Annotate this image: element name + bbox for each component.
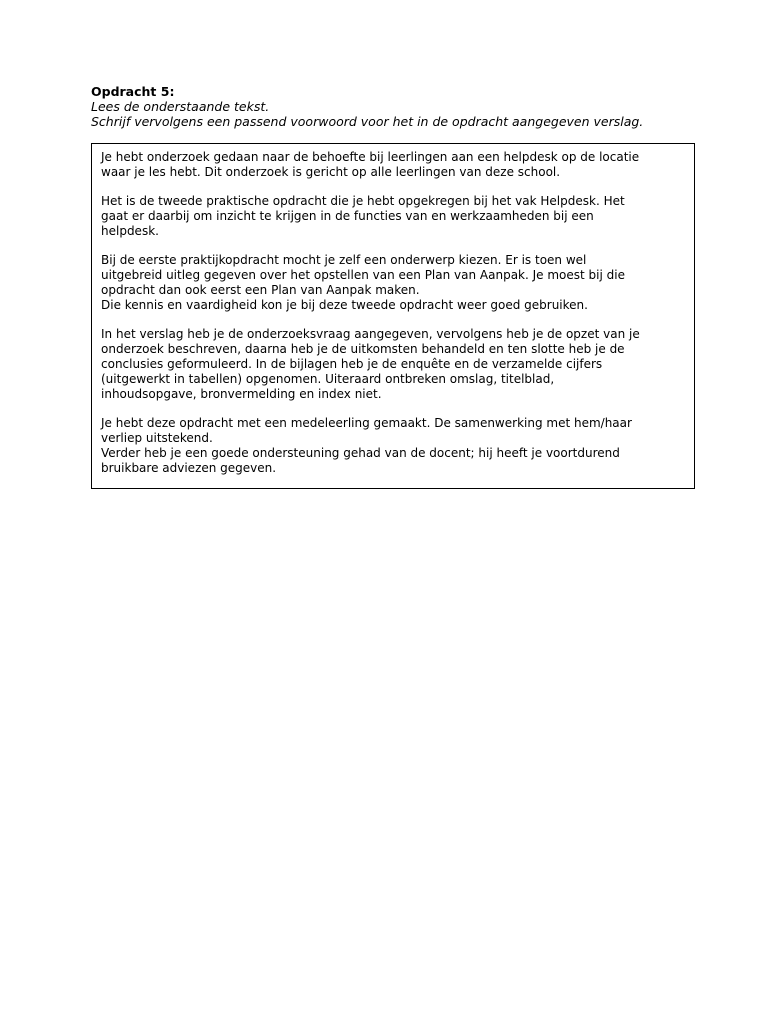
- text-line: Het is de tweede praktische opdracht die je hebt opgekregen bij het vak Helpdesk. Het: [101, 194, 625, 208]
- text-line: gaat er daarbij om inzicht te krijgen in de functies van en werkzaamheden bij een: [101, 209, 594, 223]
- paragraph-4: [101, 327, 685, 402]
- text-line: Je hebt onderzoek gedaan naar de behoefte bij leerlingen aan een helpdesk op de locatie: [101, 150, 640, 164]
- text-line: Verder heb je een goede ondersteuning gehad van de docent; hij heeft je voortdurend: [101, 446, 620, 460]
- text-line: verliep uitstekend.: [101, 431, 213, 445]
- text-line: conclusies geformuleerd. In de bijlagen heb je de enquête en de verzamelde cijfers: [101, 357, 603, 371]
- paragraph-2: [101, 194, 685, 239]
- paragraph-3: [101, 253, 685, 313]
- text-line: opdracht dan ook eerst een Plan van Aanpak maken.: [101, 283, 420, 297]
- text-line: Die kennis en vaardigheid kon je bij deze tweede opdracht weer goed gebruiken.: [101, 298, 588, 312]
- instruction-read: Lees de onderstaande tekst.: [91, 99, 270, 114]
- text-line: uitgebreid uitleg gegeven over het opstellen van een Plan van Aanpak. Je moest bij die: [101, 268, 625, 282]
- text-line: bruikbare adviezen gegeven.: [101, 461, 277, 475]
- instruction-write: Schrijf vervolgens een passend voorwoord voor het in de opdracht aangegeven verslag.: [91, 114, 644, 129]
- text-line: helpdesk.: [101, 224, 159, 238]
- text-line: Bij de eerste praktijkopdracht mocht je zelf een onderwerp kiezen. Er is toen wel: [101, 253, 587, 267]
- text-line: Je hebt deze opdracht met een medeleerling gemaakt. De samenwerking met hem/haar: [101, 416, 632, 430]
- document-page: [91, 84, 697, 489]
- text-line: (uitgewerkt in tabellen) opgenomen. Uiteraard ontbreken omslag, titelblad,: [101, 372, 555, 386]
- paragraph-5: [101, 416, 685, 476]
- text-line: In het verslag heb je de onderzoeksvraag aangegeven, vervolgens heb je de opzet van je: [101, 327, 640, 341]
- text-box: [91, 143, 695, 489]
- paragraph-1: [101, 150, 685, 180]
- text-line: inhoudsopgave, bronvermelding en index niet.: [101, 387, 382, 401]
- text-line: waar je les hebt. Dit onderzoek is gericht op alle leerlingen van deze school.: [101, 165, 561, 179]
- assignment-title: Opdracht 5:: [91, 84, 175, 99]
- text-line: onderzoek beschreven, daarna heb je de uitkomsten behandeld en ten slotte heb je de: [101, 342, 625, 356]
